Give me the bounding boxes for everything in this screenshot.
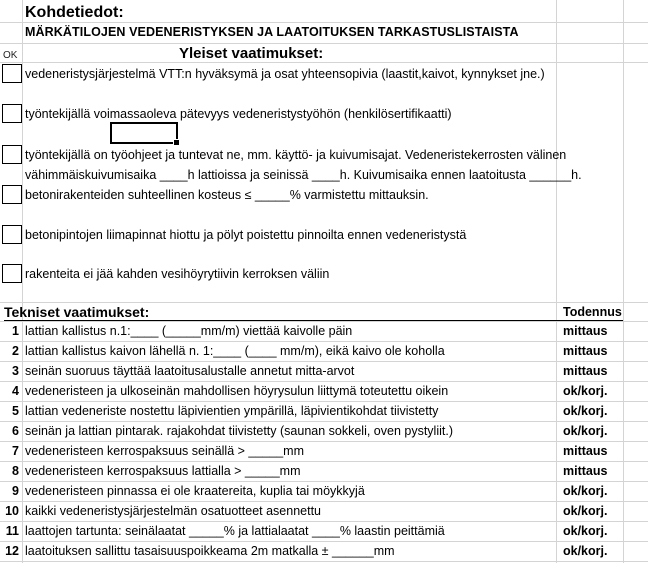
technical-requirement-text: laatoituksen sallittu tasaisuuspoikkeama 2m matkalla ± ______mm [25,544,395,558]
row-number: 10 [5,504,19,518]
verification-method: mittaus [563,444,608,458]
gridline [0,401,648,402]
row-number: 12 [5,544,19,558]
row-number: 8 [12,464,19,478]
gridline [0,22,648,23]
technical-requirement-text: lattian vedeneriste nostettu läpivientien ympärillä, läpivientikohdat tiivistetty [25,404,439,418]
verification-method: mittaus [563,364,608,378]
verification-method: mittaus [563,324,608,338]
verification-method: mittaus [563,464,608,478]
technical-requirements-heading: Tekniset vaatimukset: [4,304,150,320]
verification-method: mittaus [563,344,608,358]
technical-requirement-text: seinän ja lattian pintarak. rajakohdat tiivistetty (saunan sokkeli, oven pystyliit.) [25,424,453,438]
gridline [0,62,648,63]
verification-method: ok/korj. [563,484,608,498]
gridline [623,0,624,563]
ok-checkbox[interactable] [2,145,22,164]
gridline [22,0,23,563]
gridline [0,441,648,442]
technical-requirement-text: vedeneristeen kerrospaksuus seinällä > _____mm [25,444,304,458]
general-requirements-heading: Yleiset vaatimukset: [179,45,324,62]
ok-checkbox[interactable] [2,185,22,204]
gridline [0,461,648,462]
requirement-text: työntekijällä voimassaoleva pätevyys vedeneristystyöhön (henkilösertifikaatti) [25,107,452,121]
ok-checkbox[interactable] [2,64,22,83]
gridline [556,0,557,563]
ok-column-label: OK [3,50,18,61]
verification-method: ok/korj. [563,404,608,418]
gridline [0,521,648,522]
ok-checkbox[interactable] [2,104,22,123]
ok-checkbox[interactable] [2,264,22,283]
row-number: 1 [12,324,19,338]
gridline [0,421,648,422]
row-number: 7 [12,444,19,458]
ok-checkbox[interactable] [2,225,22,244]
gridline [0,302,648,303]
gridline [0,541,648,542]
technical-requirement-text: vedeneristeen kerrospaksuus lattialla > _____mm [25,464,301,478]
gridline [0,43,648,44]
requirement-text: rakenteita ei jää kahden vesihöyrytiivin kerroksen väliin [25,267,330,281]
row-number: 6 [12,424,19,438]
row-number: 4 [12,384,19,398]
row-number: 2 [12,344,19,358]
requirement-text-continued: vähimmäiskuivumisaika ____h lattioissa ja seinissä ____h. Kuivumisaika ennen laatoitusta ______h. [25,168,582,182]
heading-underline [556,320,623,321]
selected-cell[interactable] [110,122,178,144]
requirement-text: työntekijällä on työohjeet ja tuntevat ne, mm. käyttö- ja kuivumisajat. Vedeneristekerrosten välinen [25,148,567,162]
fill-handle[interactable] [173,139,180,146]
row-number: 11 [5,524,19,538]
requirement-text: betonirakenteiden suhteellinen kosteus ≤ _____% varmistettu mittauksin. [25,188,429,202]
verification-column-heading: Todennus [563,305,622,319]
page-title: Kohdetiedot: [25,4,124,21]
technical-requirement-text: seinän suoruus täyttää laatoitusalustalle annetut mitta-arvot [25,364,355,378]
technical-requirement-text: kaikki vedeneristysjärjestelmän osatuotteet asennettu [25,504,321,518]
gridline [0,361,648,362]
technical-requirement-text: laattojen tartunta: seinälaatat _____% ja lattialaatat ____% laastin peittämiä [25,524,445,538]
document-subtitle: MÄRKÄTILOJEN VEDENERISTYKSEN JA LAATOITUKSEN TARKASTUSLISTAISTA [25,25,519,39]
gridline [0,341,648,342]
gridline [0,321,648,322]
verification-method: ok/korj. [563,504,608,518]
technical-requirement-text: lattian kallistus kaivon lähellä n. 1:____ (____ mm/m), eikä kaivo ole koholla [25,344,445,358]
verification-method: ok/korj. [563,544,608,558]
verification-method: ok/korj. [563,384,608,398]
technical-requirement-text: vedeneristeen pinnassa ei ole kraatereita, kuplia tai möykkyjä [25,484,365,498]
row-number: 9 [12,484,19,498]
technical-requirement-text: vedeneristeen ja ulkoseinän mahdollisen höyrysulun liittymä toteutettu oikein [25,384,449,398]
technical-requirement-text: lattian kallistus n.1:____ (_____mm/m) viettää kaivolle päin [25,324,353,338]
requirement-text: betonipintojen liimapinnat hiottu ja pölyt poistettu pinnoilta ennen vedeneristystä [25,228,467,242]
requirement-text: vedeneristysjärjestelmä VTT:n hyväksymä ja osat yhteensopivia (laastit,kaivot, kynnykset jne.) [25,67,545,81]
gridline [0,481,648,482]
gridline [0,381,648,382]
row-number: 3 [12,364,19,378]
gridline [0,561,648,562]
row-number: 5 [12,404,19,418]
gridline [0,501,648,502]
heading-underline [4,320,556,321]
verification-method: ok/korj. [563,424,608,438]
verification-method: ok/korj. [563,524,608,538]
